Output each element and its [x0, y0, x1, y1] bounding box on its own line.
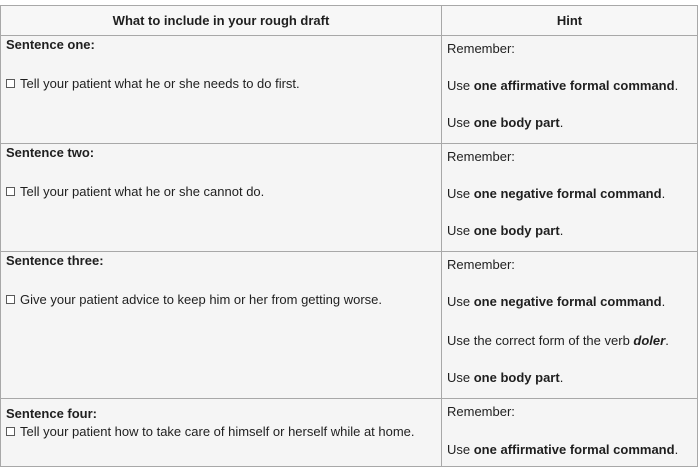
sentence-heading: Sentence one:: [6, 37, 95, 52]
table-row: [1, 399, 698, 467]
header-col-hint: Hint: [442, 6, 698, 36]
hint-line: Use the correct form of the verb doler.: [447, 333, 669, 348]
table-row: [1, 252, 698, 399]
task-text: Tell your patient how to take care of himself or herself while at home.: [20, 424, 415, 439]
hint-cell: [442, 252, 698, 399]
hint-line: Use one negative formal command.: [447, 294, 666, 309]
checkbox-icon[interactable]: [6, 79, 15, 88]
remember-label: Remember:: [447, 41, 515, 56]
sentence-heading: Sentence three:: [6, 253, 104, 268]
table-row: [1, 144, 698, 252]
draft-cell: [1, 252, 442, 399]
checkbox-icon[interactable]: [6, 187, 15, 196]
sentence-heading: Sentence two:: [6, 145, 95, 160]
draft-cell: [1, 144, 442, 252]
hint-cell: [442, 144, 698, 252]
hint-line: Use one body part.: [447, 223, 564, 238]
sentence-heading: Sentence four:: [6, 406, 98, 421]
remember-label: Remember:: [447, 257, 515, 272]
hint-line: Use one affirmative formal command.: [447, 78, 679, 93]
task-item: [6, 75, 441, 93]
remember-label: Remember:: [447, 404, 515, 419]
hint-line: Use one negative formal command.: [447, 186, 666, 201]
checkbox-icon[interactable]: [6, 427, 15, 436]
hint-line: Use one body part.: [447, 115, 564, 130]
task-item: [6, 423, 441, 441]
header-row: [1, 6, 698, 36]
hint-cell: [442, 36, 698, 144]
hint-cell: [442, 399, 698, 467]
header-col-draft: What to include in your rough draft: [1, 6, 442, 36]
task-item: [6, 291, 441, 309]
rough-draft-table: [0, 5, 698, 467]
task-item: [6, 183, 441, 201]
draft-cell: [1, 399, 442, 467]
hint-line: Use one body part.: [447, 370, 564, 385]
task-text: Tell your patient what he or she needs to do first.: [20, 76, 300, 91]
remember-label: Remember:: [447, 149, 515, 164]
task-text: Give your patient advice to keep him or her from getting worse.: [20, 292, 383, 307]
checkbox-icon[interactable]: [6, 295, 15, 304]
hint-line: Use one affirmative formal command.: [447, 442, 679, 457]
draft-cell: [1, 36, 442, 144]
table-row: [1, 36, 698, 144]
task-text: Tell your patient what he or she cannot do.: [20, 184, 265, 199]
